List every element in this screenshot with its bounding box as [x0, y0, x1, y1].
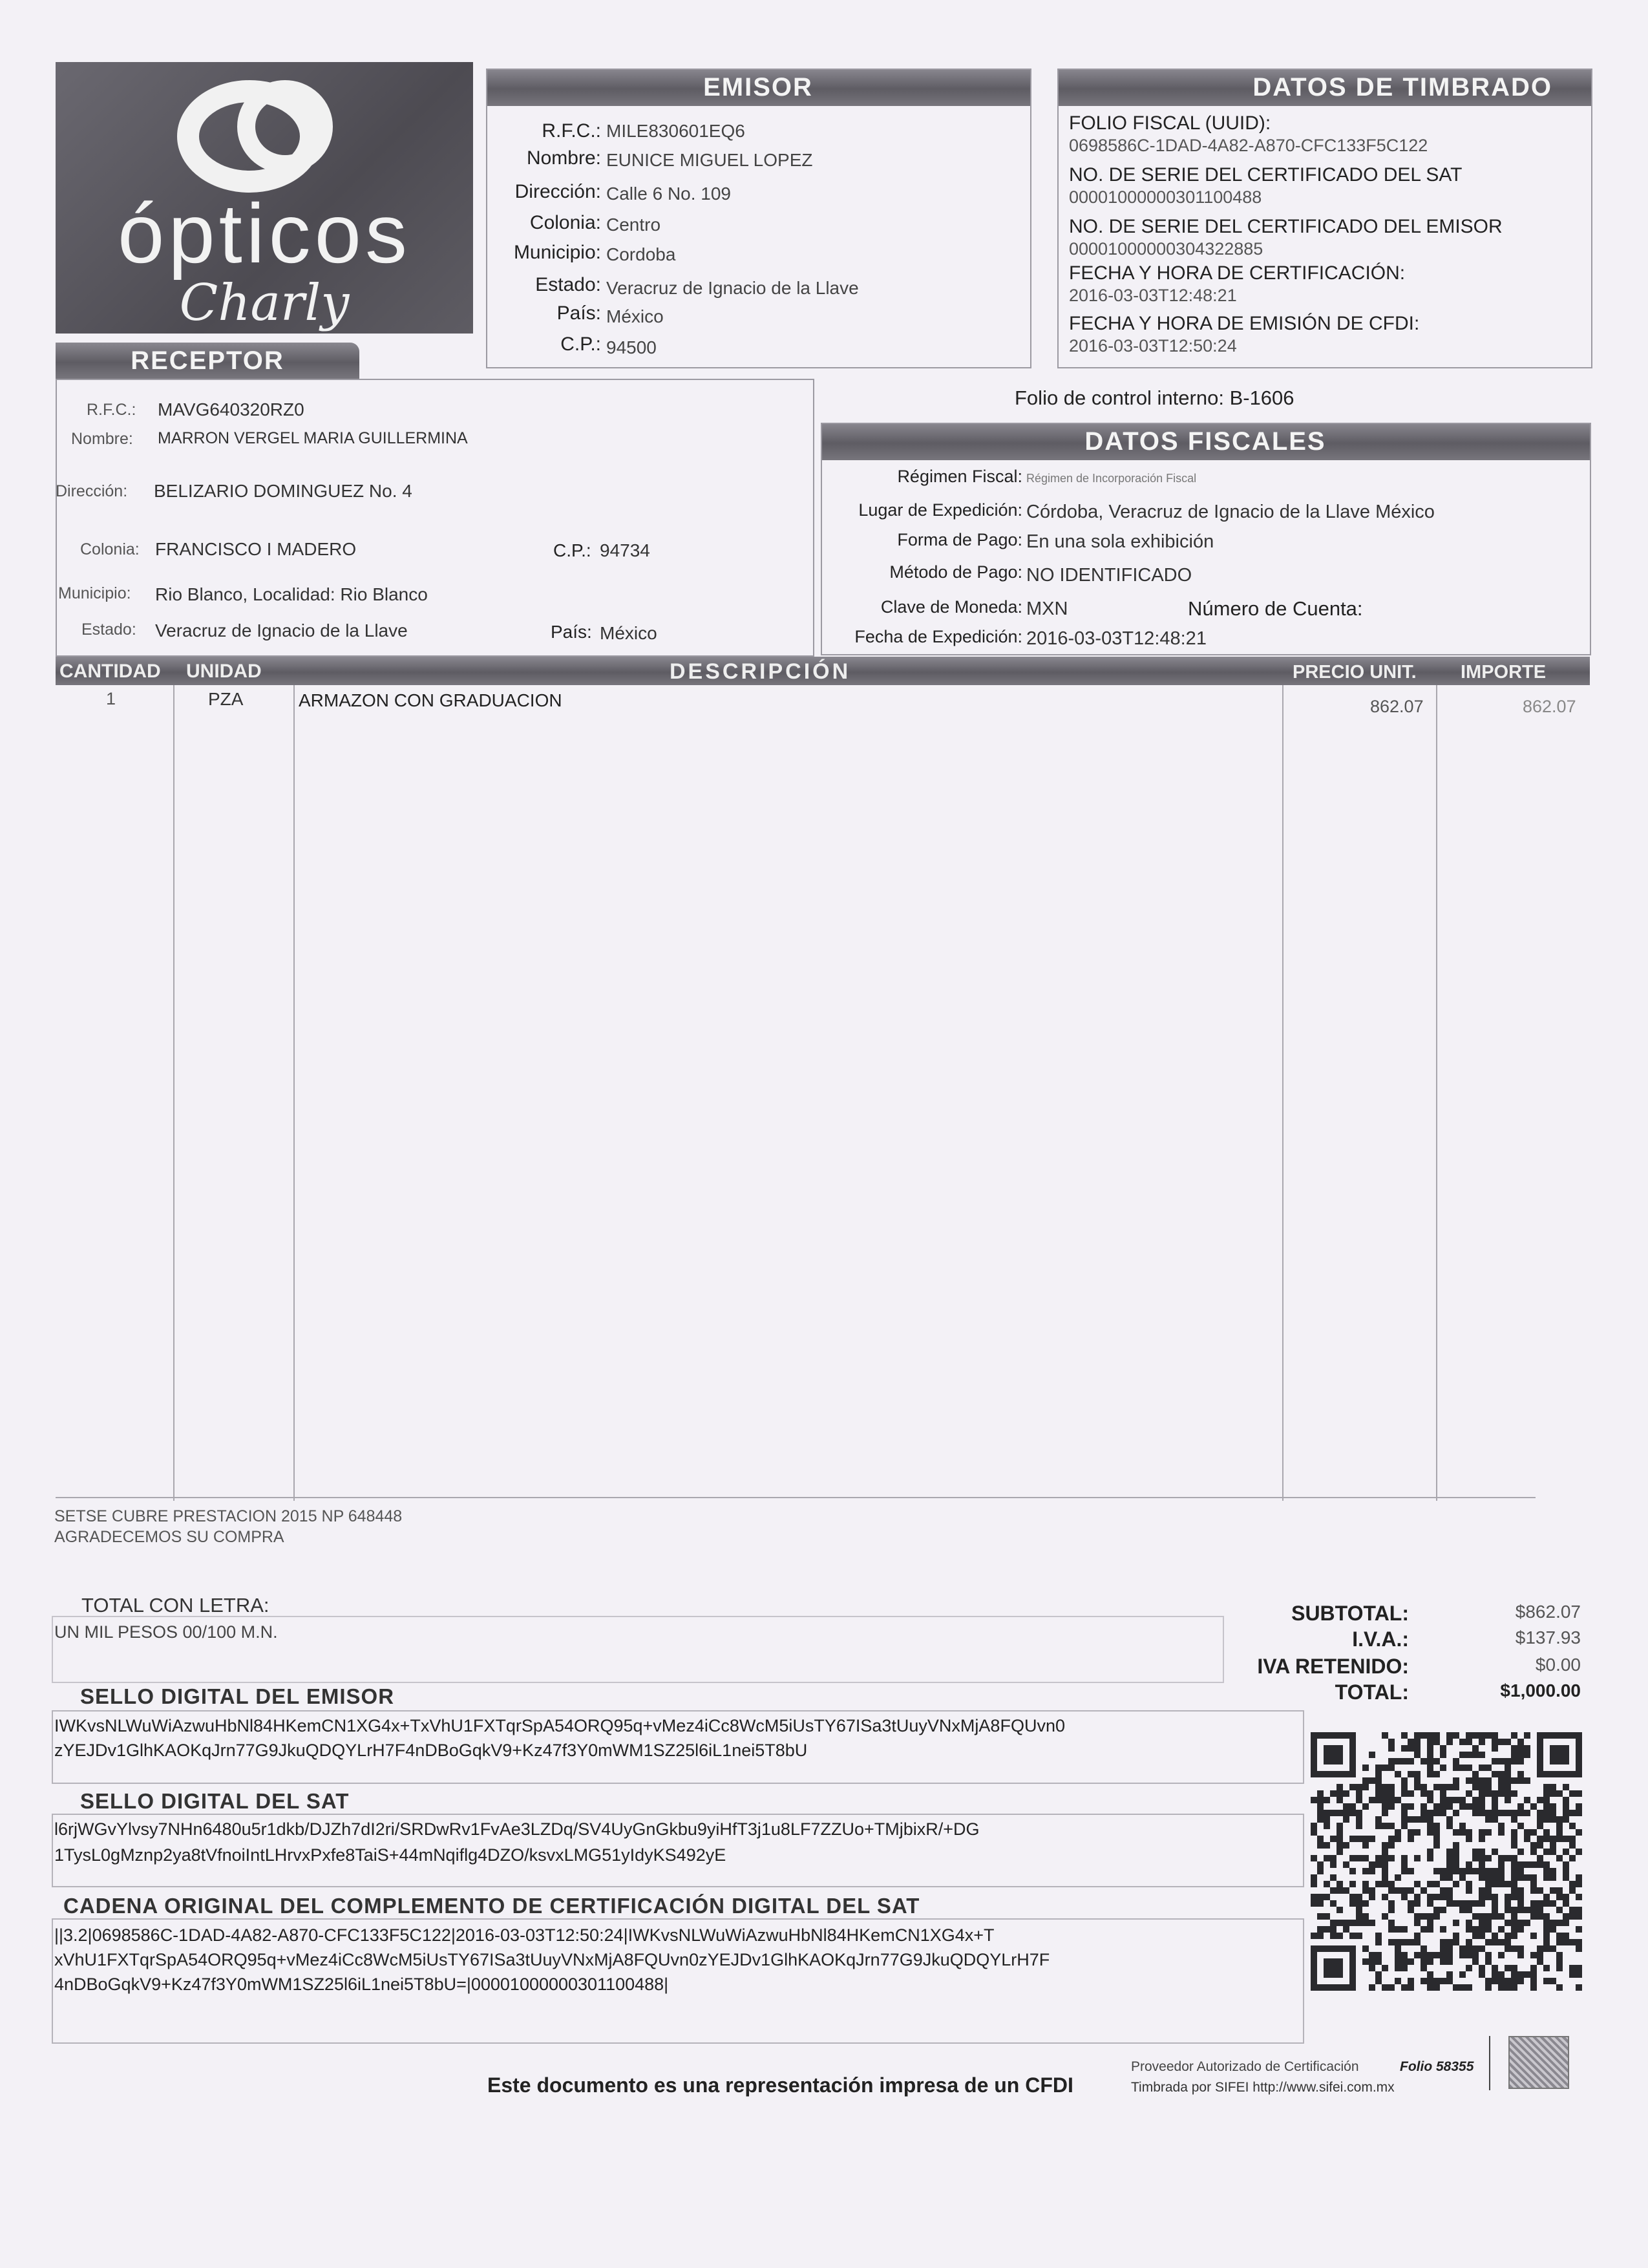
col-importe-header: IMPORTE: [1461, 662, 1547, 683]
logo-sub-text: Charly: [179, 274, 350, 332]
proveedor-autorizado: Proveedor Autorizado de Certificación: [1131, 2059, 1359, 2074]
lugar-value: Córdoba, Veracruz de Ignacio de la Llave México: [1026, 502, 1435, 522]
note-line-1: SETSE CUBRE PRESTACION 2015 NP 648448: [54, 1507, 403, 1525]
cadena-line-1: ||3.2|0698586C-1DAD-4A82-A870-CFC133F5C122|2016-03-03T12:50:24|IWKvsNLWuWiAzwuHbNl84HKemCN1XG4x+T: [54, 1925, 995, 1945]
iva-retenido-value: $0.00: [1535, 1655, 1581, 1675]
receptor-rfc-value: MAVG640320RZ0: [158, 399, 304, 419]
fecha-expedicion-label: Fecha de Expedición:: [854, 627, 1022, 646]
receptor-estado-label: Estado:: [81, 620, 136, 639]
row-descripcion: ARMAZON CON GRADUACION: [299, 690, 562, 710]
sello-sat-line-2: 1TysL0gMznp2ya8tVfnoiIntLHrvxPxfe8TaiS+44mNqiflg4DZO/ksvxLMG51yIdyKS492yE: [54, 1845, 726, 1865]
forma-pago-label: Forma de Pago:: [897, 530, 1022, 549]
footer-divider: [1489, 2036, 1490, 2090]
subtotal-value: $862.07: [1515, 1602, 1581, 1622]
forma-pago-value: En una sola exhibición: [1026, 531, 1214, 552]
receptor-cp-value: 94734: [600, 540, 650, 560]
iva-retenido-label: IVA RETENIDO:: [1257, 1655, 1409, 1678]
col-divider: [173, 685, 174, 1501]
note-line-2: AGRADECEMOS SU COMPRA: [54, 1528, 284, 1546]
cadena-original-title: CADENA ORIGINAL DEL COMPLEMENTO DE CERTIFICACIÓN DIGITAL DEL SAT: [63, 1894, 920, 1918]
col-descripcion-header: DESCRIPCIÓN: [670, 659, 851, 684]
fecha-expedicion-value: 2016-03-03T12:48:21: [1026, 628, 1207, 649]
receptor-nombre-value: MARRON VERGEL MARIA GUILLERMINA: [158, 429, 468, 447]
emisor-colonia-label: Colonia:: [529, 212, 601, 233]
folio-fiscal-label: FOLIO FISCAL (UUID):: [1069, 112, 1271, 134]
total-letra-label: TOTAL CON LETRA:: [81, 1594, 269, 1616]
logo-brand-text: ópticos: [118, 186, 411, 281]
emisor-nombre-label: Nombre:: [526, 147, 601, 169]
timbrada-por: Timbrada por SIFEI http://www.sifei.com.mx: [1131, 2080, 1395, 2095]
emisor-colonia-value: Centro: [606, 215, 661, 235]
emisor-cp-value: 94500: [606, 337, 657, 357]
fiscales-header: DATOS FISCALES: [821, 423, 1590, 460]
total-value: $1,000.00: [1500, 1680, 1581, 1701]
col-precio-header: PRECIO UNIT.: [1293, 662, 1417, 683]
regimen-label: Régimen Fiscal:: [897, 467, 1022, 486]
col-divider: [293, 685, 295, 1501]
emisor-nombre-value: EUNICE MIGUEL LOPEZ: [606, 150, 813, 170]
metodo-pago-value: NO IDENTIFICADO: [1026, 565, 1192, 586]
emisor-municipio-value: Cordoba: [606, 244, 676, 264]
fecha-emision-value: 2016-03-03T12:50:24: [1069, 336, 1237, 355]
receptor-pais-value: México: [600, 623, 657, 643]
col-cantidad-header: CANTIDAD: [59, 661, 161, 682]
moneda-label: Clave de Moneda:: [880, 597, 1022, 617]
serie-emisor-label: NO. DE SERIE DEL CERTIFICADO DEL EMISOR: [1069, 216, 1503, 237]
receptor-direccion-label: Dirección:: [56, 482, 128, 500]
receptor-municipio-value: Rio Blanco, Localidad: Rio Blanco: [155, 584, 428, 604]
receptor-colonia-value: FRANCISCO I MADERO: [155, 539, 357, 559]
emisor-direccion-value: Calle 6 No. 109: [606, 184, 732, 204]
cadena-line-3: 4nDBoGqkV9+Kz47f3Y0mWM1SZ25l6iL1nei5T8bU=|00001000000301100488|: [54, 1975, 669, 1994]
logo: [56, 62, 473, 334]
iva-value: $137.93: [1515, 1627, 1581, 1648]
serie-emisor-value: 00001000000304322885: [1069, 239, 1263, 259]
receptor-cp-label: C.P.:: [553, 540, 591, 560]
emisor-rfc-label: R.F.C.:: [542, 120, 601, 142]
timbrado-header: DATOS DE TIMBRADO: [1057, 69, 1591, 106]
sifei-logo-icon: [1508, 2036, 1569, 2089]
proveedor-folio: Folio 58355: [1400, 2059, 1474, 2074]
folio-control-interno: Folio de control interno: B-1606: [1015, 387, 1294, 409]
receptor-box: [56, 379, 814, 657]
sello-emisor-line-2: zYEJDv1GlhKAOKqJrn77G9JkuQDQYLrH7F4nDBoGqkV9+Kz47f3Y0mWM1SZ25l6iL1nei5T8bU: [54, 1741, 808, 1760]
receptor-colonia-label: Colonia:: [80, 540, 140, 558]
fecha-emision-label: FECHA Y HORA DE EMISIÓN DE CFDI:: [1069, 313, 1420, 334]
sello-sat-line-1: l6rjWGvYlvsy7NHn6480u5r1dkb/DJZh7dI2ri/SRDwRv1FvAe3LZDq/SV4UyGnGkbu9yiHfT3j1u8LF7ZZUo+TMjbixR/+DG: [54, 1819, 980, 1839]
row-importe: 862.07: [1523, 697, 1576, 716]
receptor-pais-label: País:: [551, 622, 592, 642]
iva-label: I.V.A.:: [1352, 1627, 1409, 1651]
emisor-pais-label: País:: [556, 302, 601, 324]
logo-emblem-icon: [172, 75, 359, 198]
row-cantidad: 1: [106, 689, 116, 708]
cadena-line-2: xVhU1FXTqrSpA54ORQ95q+vMez4iCc8WcM5iUsTY67ISa3tUuyVNxMjA8FQUvn0zYEJDv1GlhKAOKqJrn77G9JkuQDQYLrH7F: [54, 1950, 1050, 1969]
emisor-municipio-label: Municipio:: [513, 242, 601, 263]
total-label: TOTAL:: [1335, 1680, 1409, 1704]
receptor-header: RECEPTOR: [56, 343, 359, 379]
receptor-estado-value: Veracruz de Ignacio de la Llave: [155, 620, 408, 641]
emisor-estado-value: Veracruz de Ignacio de la Llave: [606, 278, 859, 298]
receptor-direccion-value: BELIZARIO DOMINGUEZ No. 4: [154, 481, 412, 501]
sello-emisor-title: SELLO DIGITAL DEL EMISOR: [80, 1684, 395, 1708]
col-divider: [1282, 685, 1284, 1501]
emisor-direccion-label: Dirección:: [514, 181, 601, 202]
representacion-impresa: Este documento es una representación impresa de un CFDI: [487, 2073, 1073, 2097]
receptor-municipio-label: Municipio:: [58, 584, 131, 602]
emisor-pais-value: México: [606, 306, 664, 326]
col-unidad-header: UNIDAD: [186, 661, 262, 682]
row-precio: 862.07: [1370, 697, 1424, 716]
receptor-rfc-label: R.F.C.:: [87, 401, 136, 419]
regimen-value: Régimen de Incorporación Fiscal: [1026, 472, 1197, 485]
emisor-cp-label: C.P.:: [560, 334, 601, 355]
serie-sat-label: NO. DE SERIE DEL CERTIFICADO DEL SAT: [1069, 164, 1463, 185]
row-unidad: PZA: [208, 689, 244, 709]
sello-emisor-line-1: IWKvsNLWuWiAzwuHbNl84HKemCN1XG4x+TxVhU1FXTqrSpA54ORQ95q+vMez4iCc8WcM5iUsTY67ISa3tUuyVNxMjA8FQUvn0: [54, 1716, 1065, 1735]
sello-sat-title: SELLO DIGITAL DEL SAT: [80, 1789, 350, 1813]
fecha-certificacion-label: FECHA Y HORA DE CERTIFICACIÓN:: [1069, 262, 1406, 284]
receptor-nombre-label: Nombre:: [71, 430, 133, 448]
subtotal-label: SUBTOTAL:: [1291, 1602, 1409, 1625]
folio-fiscal-value: 0698586C-1DAD-4A82-A870-CFC133F5C122: [1069, 136, 1428, 155]
moneda-value: MXN: [1026, 599, 1068, 619]
items-table-header: [56, 657, 1590, 685]
lugar-label: Lugar de Expedición:: [858, 500, 1022, 520]
serie-sat-value: 00001000000301100488: [1069, 187, 1262, 207]
fecha-certificacion-value: 2016-03-03T12:48:21: [1069, 286, 1237, 305]
col-divider: [1436, 685, 1437, 1501]
total-letra-value: UN MIL PESOS 00/100 M.N.: [54, 1622, 278, 1642]
qr-code-icon: [1311, 1732, 1582, 1991]
emisor-header: EMISOR: [486, 69, 1030, 106]
emisor-rfc-value: MILE830601EQ6: [606, 121, 745, 141]
metodo-pago-label: Método de Pago:: [889, 562, 1022, 582]
emisor-estado-label: Estado:: [535, 274, 601, 295]
table-bottom-line: [56, 1497, 1536, 1498]
numero-cuenta-label: Número de Cuenta:: [1188, 597, 1363, 620]
